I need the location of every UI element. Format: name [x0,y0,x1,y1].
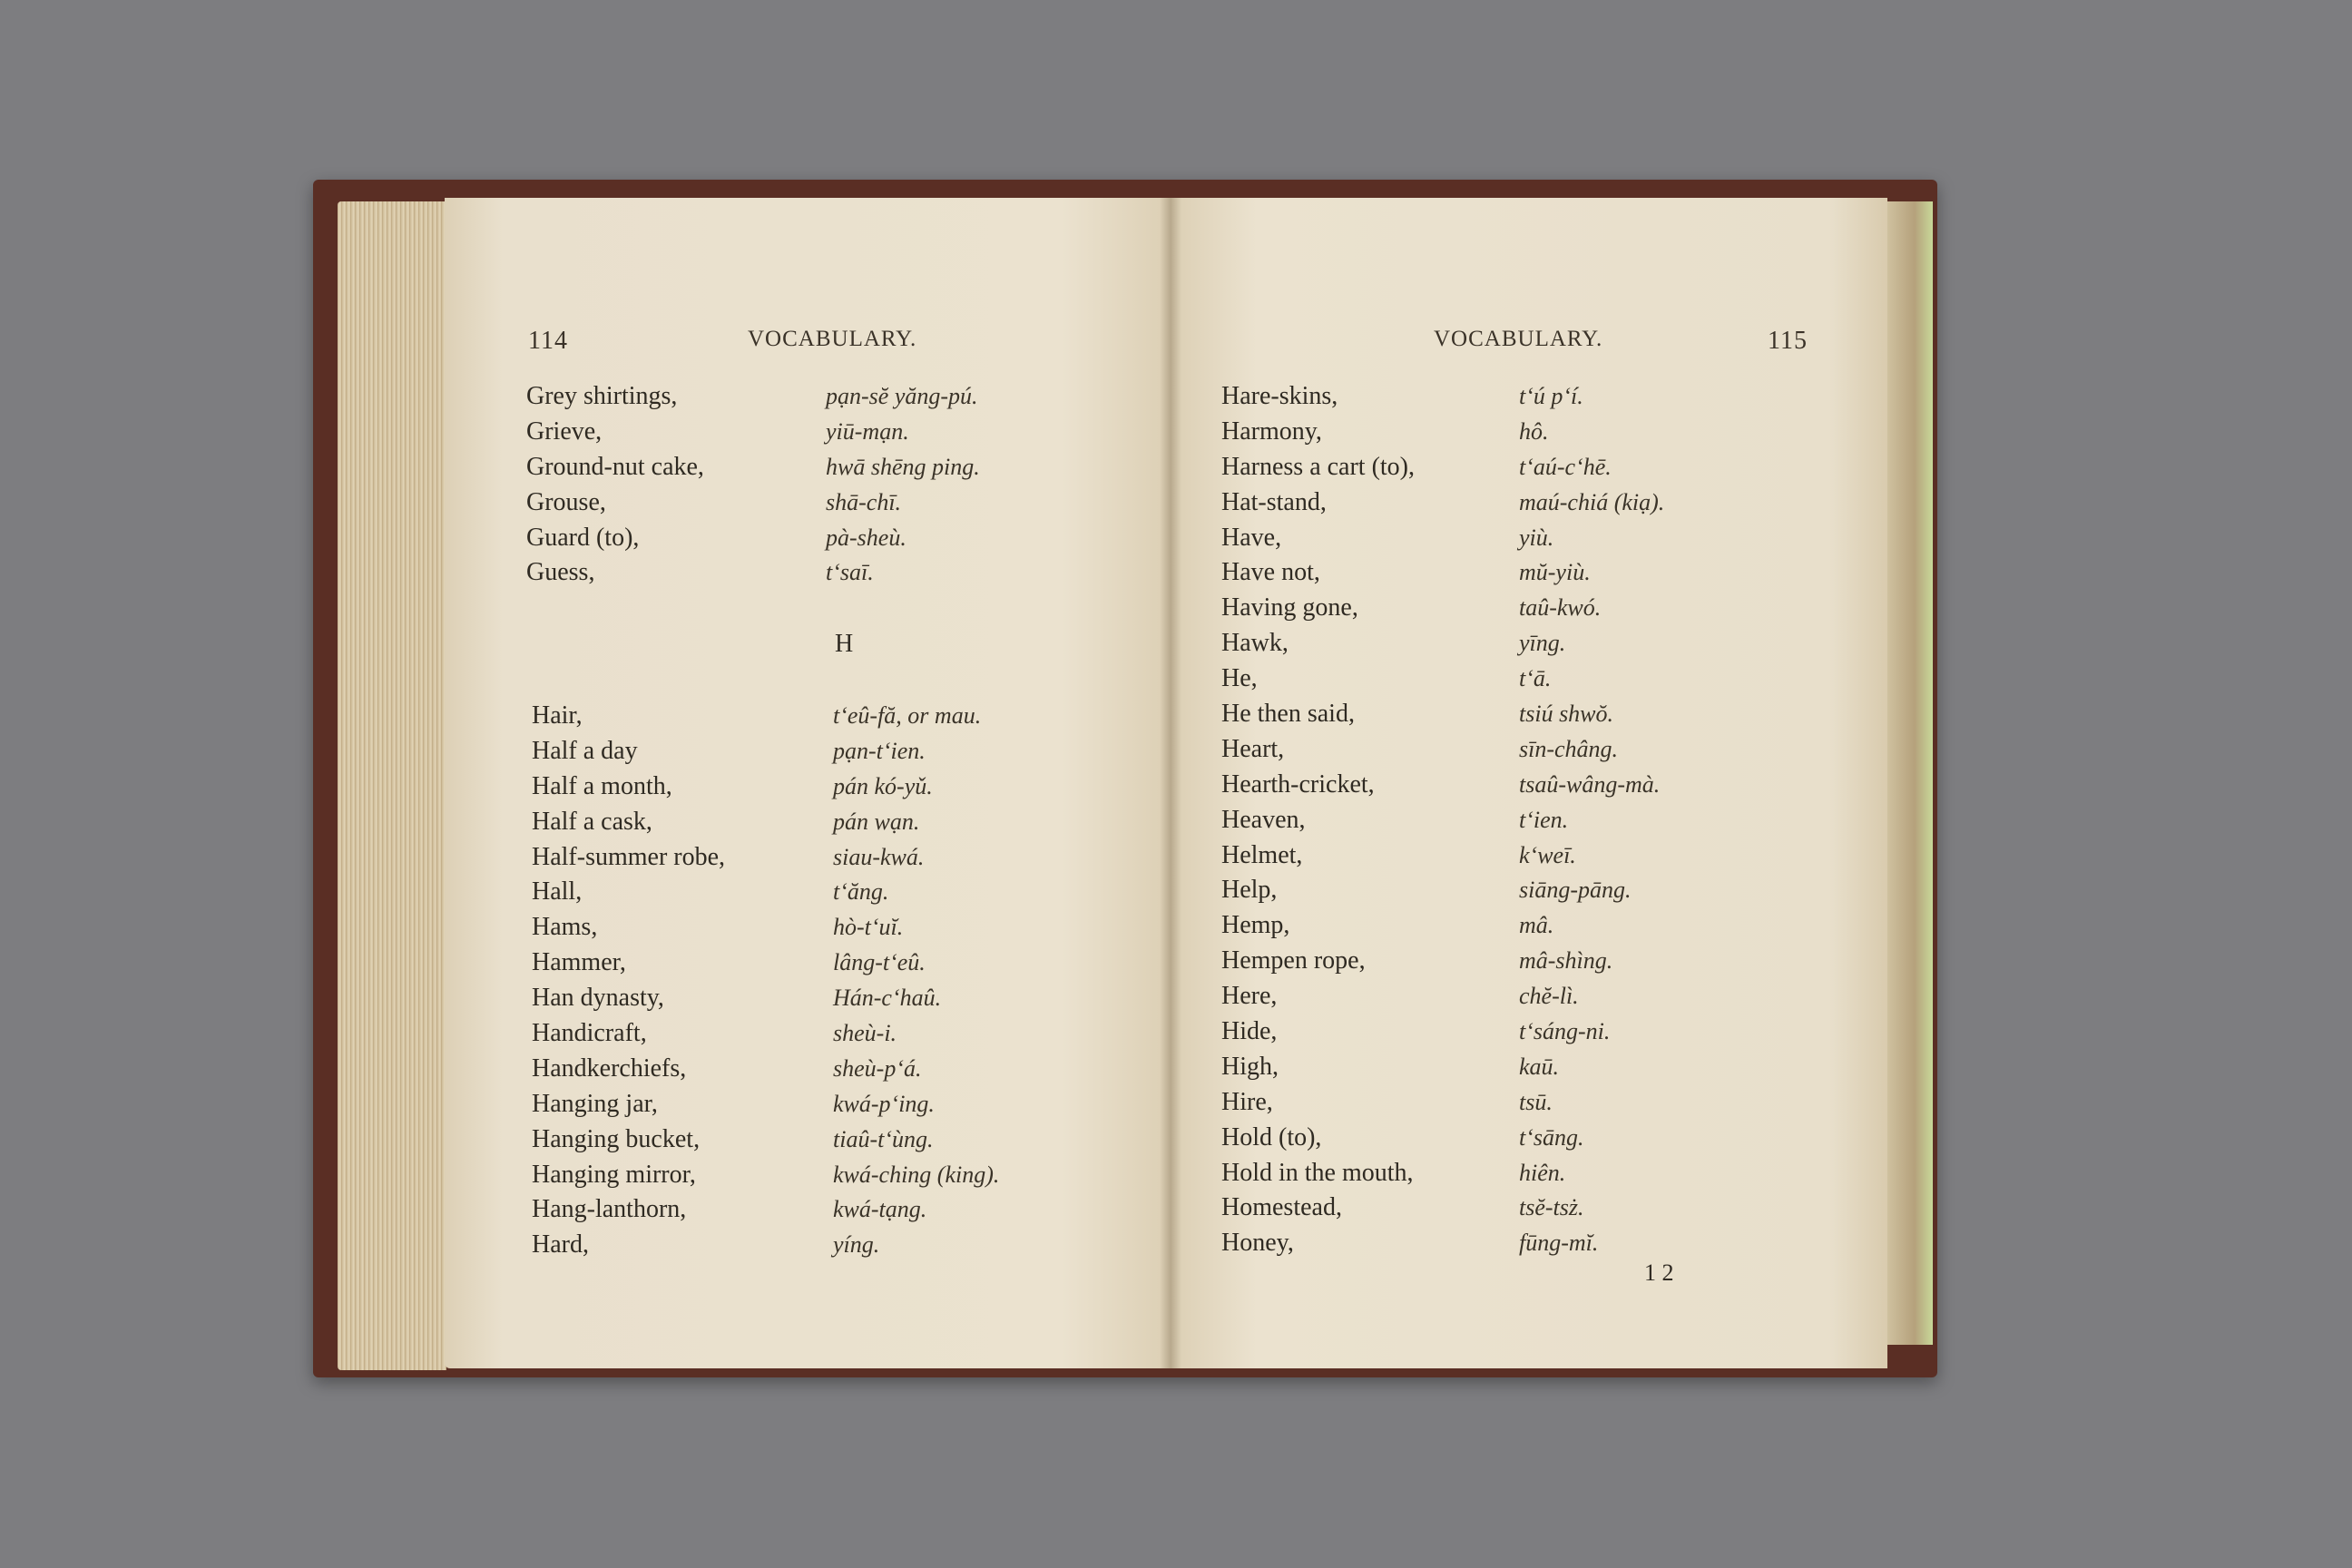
entry-english: High, [1221,1052,1279,1081]
left-page-number: 114 [528,327,568,355]
entry-romanization: t‘eû-fă, or mau. [833,702,982,729]
entry-romanization: tsiú shwŏ. [1519,701,1614,728]
entry-english: Harmony, [1221,416,1322,446]
entry-english: Have, [1221,523,1282,552]
entry-romanization: t‘sáng-ni. [1519,1018,1611,1045]
signature-mark: 1 2 [1644,1259,1674,1286]
entry-english: Heaven, [1221,805,1306,834]
entry-romanization: t‘sāng. [1519,1123,1584,1151]
entry-english: Han dynasty, [532,984,664,1013]
entry-english: Grieve, [526,416,603,446]
entry-romanization: pạn-sĕ yăng-pú. [826,383,978,409]
entry-romanization: shā-chī. [826,488,902,515]
entry-romanization: kwá-p‘ing. [833,1090,935,1117]
entry-romanization: sheù-p‘á. [833,1054,922,1082]
entry-romanization: pán kó-yǔ. [833,772,933,799]
entry-english: Hearth-cricket, [1221,769,1375,799]
entry-english: Grey shirtings, [526,382,678,410]
entry-english: Honey, [1221,1229,1294,1258]
entry-english: Having gone, [1221,593,1358,622]
entry-english: Hang-lanthorn, [532,1195,687,1224]
entry-romanization: pán wạn. [833,808,920,835]
entry-romanization: sheù-i. [833,1020,897,1047]
page-edges-right [1887,201,1933,1345]
entry-english: Handkerchiefs, [532,1054,687,1083]
entry-english: Hall, [532,877,583,906]
entry-english: Hare-skins, [1221,382,1338,410]
entry-english: Hanging jar, [532,1089,658,1118]
entry-romanization: fūng-mĭ. [1519,1230,1599,1257]
entry-english: Hanging bucket, [532,1124,701,1153]
entry-english: Hold in the mouth, [1221,1158,1414,1187]
entry-english: He then said, [1221,700,1355,729]
entry-romanization: t‘ien. [1519,806,1569,833]
entry-romanization: hô. [1519,417,1549,445]
entry-english: Hemp, [1221,911,1290,940]
entry-romanization: chĕ-lì. [1519,983,1579,1010]
entry-english: Handicraft, [532,1019,647,1048]
entry-romanization: hiên. [1519,1159,1566,1186]
entry-english: Half a day [532,736,638,765]
entry-romanization: tiaû-t‘ùng. [833,1125,934,1152]
entry-romanization: hò-t‘uĭ. [833,914,904,941]
left-english-column [532,699,725,1263]
left-english-column-top [526,379,704,591]
entry-english: Half a cask, [532,807,652,836]
entry-english: Helmet, [1221,840,1303,869]
entry-english: Guess, [526,558,595,587]
right-english-column [1221,379,1415,1261]
entry-romanization: yiū-mạn. [826,417,909,445]
entry-romanization: t‘ú p‘í. [1519,383,1583,409]
entry-english: Homestead, [1221,1193,1342,1222]
entry-romanization: maú-chiá (kiạ). [1519,488,1665,515]
entry-english: Half-summer robe, [532,842,726,871]
page-edges-left [338,201,446,1370]
entry-romanization: kaū. [1519,1053,1560,1080]
entry-english: Hams, [532,913,598,942]
entry-english: Hold (to), [1221,1122,1322,1152]
entry-english: Heart, [1221,734,1285,763]
entry-english: Hempen rope, [1221,946,1366,975]
entry-english: Half a month, [532,771,672,800]
entry-english: Hard, [532,1230,589,1259]
entry-romanization: mâ. [1519,912,1554,939]
entry-english: He, [1221,664,1258,693]
entry-english: Hat-stand, [1221,487,1327,516]
entry-romanization: pạn-t‘ien. [833,737,926,764]
left-chinese-column-top [826,379,980,591]
entry-english: Hide, [1221,1017,1278,1046]
entry-english: Grouse, [526,487,606,516]
left-running-head: VOCABULARY. [748,327,917,351]
entry-romanization: yīng. [1519,630,1566,657]
entry-romanization: tsū. [1519,1088,1553,1115]
entry-english: Have not, [1221,558,1320,587]
entry-english: Ground-nut cake, [526,452,704,481]
section-letter: H [835,630,854,658]
entry-romanization: t‘ăng. [833,878,889,906]
entry-romanization: hwā shēng ping. [826,453,980,480]
entry-romanization: yiù. [1519,524,1554,551]
right-page-number: 115 [1768,327,1808,355]
entry-romanization: kwá-tạng. [833,1196,927,1223]
entry-romanization: lâng-t‘eû. [833,949,926,976]
entry-english: Hammer, [532,948,626,977]
entry-romanization: tsaû-wâng-mà. [1519,770,1661,798]
entry-romanization: k‘weī. [1519,841,1576,868]
entry-english: Harness a cart (to), [1221,452,1416,481]
entry-romanization: t‘ā. [1519,665,1552,692]
entry-romanization: yíng. [833,1231,880,1259]
entry-english: Guard (to), [526,523,640,552]
entry-romanization: mŭ-yiù. [1519,559,1591,586]
entry-romanization: sīn-châng. [1519,735,1619,762]
entry-romanization: siāng-pāng. [1519,877,1632,904]
entry-english: Help, [1221,876,1278,905]
book-gutter [1160,198,1181,1368]
entry-romanization: siau-kwá. [833,843,925,870]
entry-english: Hanging mirror, [532,1160,696,1189]
right-chinese-column [1519,379,1664,1261]
entry-romanization: t‘saī. [826,559,874,586]
right-running-head: VOCABULARY. [1434,327,1603,351]
entry-english: Here, [1221,982,1278,1011]
entry-romanization: t‘aú-c‘hē. [1519,453,1612,480]
entry-romanization: kwá-ching (king). [833,1161,1000,1188]
entry-english: Hair, [532,701,583,730]
entry-romanization: mâ-shìng. [1519,947,1613,975]
entry-english: Hire, [1221,1087,1273,1116]
left-chinese-column [833,699,999,1263]
entry-romanization: tsĕ-tsż. [1519,1194,1584,1221]
entry-romanization: Hán-c‘haû. [833,985,942,1012]
entry-romanization: pà-sheù. [826,524,906,551]
entry-english: Hawk, [1221,629,1289,658]
entry-romanization: taû-kwó. [1519,594,1602,622]
